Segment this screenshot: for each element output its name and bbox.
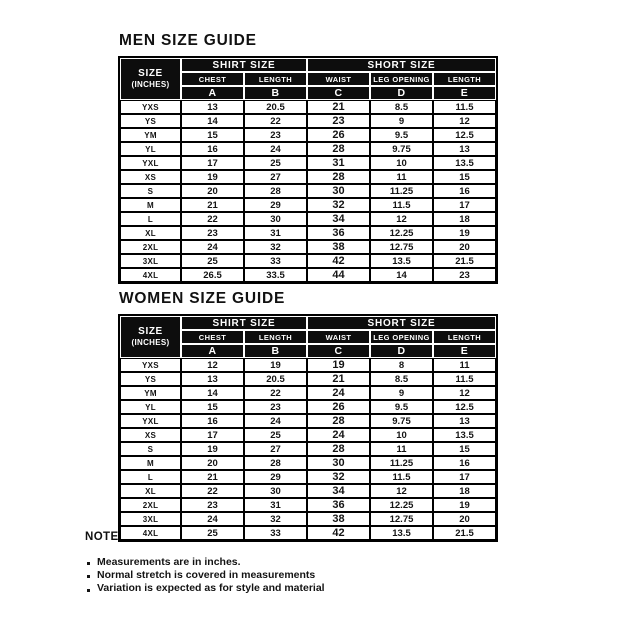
size-cell: YXS [120, 100, 181, 114]
table-row [120, 414, 496, 428]
value-cell: 12 [181, 358, 244, 372]
value-cell: 10 [370, 428, 433, 442]
measure-header: CHEST [181, 330, 244, 344]
value-cell: 24 [244, 142, 307, 156]
value-cell: 22 [244, 386, 307, 400]
value-cell: 19 [181, 170, 244, 184]
value-cell: 19 [433, 226, 496, 240]
table-row [120, 240, 496, 254]
table-header [120, 58, 496, 100]
value-cell: 8 [370, 358, 433, 372]
value-cell: 22 [181, 484, 244, 498]
value-cell: 20.5 [244, 100, 307, 114]
value-cell: 13.5 [370, 526, 433, 540]
value-cell: 20 [433, 240, 496, 254]
value-cell: 28 [307, 414, 370, 428]
value-cell: 13.5 [370, 254, 433, 268]
value-cell: 22 [181, 212, 244, 226]
note-list [85, 556, 505, 596]
value-cell: 22 [244, 114, 307, 128]
value-cell: 33 [244, 254, 307, 268]
table-row [120, 470, 496, 484]
table-row [120, 212, 496, 226]
size-cell: XS [120, 428, 181, 442]
value-cell: 28 [307, 170, 370, 184]
value-cell: 23 [244, 400, 307, 414]
value-cell: 17 [181, 428, 244, 442]
size-cell: M [120, 456, 181, 470]
value-cell: 30 [244, 212, 307, 226]
value-cell: 8.5 [370, 100, 433, 114]
table-row [120, 512, 496, 526]
measure-header: LEG OPENING [370, 72, 433, 86]
value-cell: 23 [181, 498, 244, 512]
letter-header: D [370, 344, 433, 358]
table-row [120, 100, 496, 114]
value-cell: 19 [181, 442, 244, 456]
measure-header: LENGTH [433, 72, 496, 86]
table-body [120, 358, 496, 540]
men-size-table [118, 56, 498, 284]
value-cell: 15 [181, 400, 244, 414]
value-cell: 12 [370, 212, 433, 226]
group-header: SHORT SIZE [307, 316, 496, 330]
value-cell: 31 [244, 226, 307, 240]
size-label: SIZE [138, 326, 163, 337]
value-cell: 25 [244, 428, 307, 442]
size-cell: YXS [120, 358, 181, 372]
table-row [120, 170, 496, 184]
value-cell: 33 [244, 526, 307, 540]
size-inches-header [120, 316, 181, 358]
table-row [120, 428, 496, 442]
value-cell: 12 [433, 114, 496, 128]
value-cell: 28 [244, 456, 307, 470]
size-cell: YL [120, 400, 181, 414]
value-cell: 11.25 [370, 456, 433, 470]
table-row [120, 484, 496, 498]
table-row [120, 184, 496, 198]
size-cell: YS [120, 114, 181, 128]
size-cell: XL [120, 484, 181, 498]
measure-header: LENGTH [244, 72, 307, 86]
value-cell: 29 [244, 198, 307, 212]
value-cell: 14 [181, 114, 244, 128]
value-cell: 33.5 [244, 268, 307, 282]
value-cell: 17 [433, 470, 496, 484]
value-cell: 19 [433, 498, 496, 512]
value-cell: 30 [307, 184, 370, 198]
letter-header: D [370, 86, 433, 100]
value-cell: 31 [244, 498, 307, 512]
men-size-guide-section [118, 31, 498, 284]
note-item-text: Variation is expected as for style and material [97, 582, 325, 595]
value-cell: 28 [244, 184, 307, 198]
value-cell: 11 [433, 358, 496, 372]
value-cell: 23 [181, 226, 244, 240]
value-cell: 34 [307, 212, 370, 226]
value-cell: 9.75 [370, 414, 433, 428]
table-row [120, 114, 496, 128]
value-cell: 13.5 [433, 428, 496, 442]
group-header: SHORT SIZE [307, 58, 496, 72]
value-cell: 12.5 [433, 128, 496, 142]
value-cell: 20 [433, 512, 496, 526]
letter-header: B [244, 344, 307, 358]
measure-header: LENGTH [433, 330, 496, 344]
table-row [120, 254, 496, 268]
table-row [120, 498, 496, 512]
value-cell: 16 [181, 414, 244, 428]
size-cell: YS [120, 372, 181, 386]
value-cell: 11.5 [433, 372, 496, 386]
table-row [120, 226, 496, 240]
measure-header: WAIST [307, 330, 370, 344]
size-cell: XS [120, 170, 181, 184]
value-cell: 27 [244, 170, 307, 184]
note-item [85, 556, 505, 569]
value-cell: 32 [244, 512, 307, 526]
table-row [120, 156, 496, 170]
letter-header: A [181, 86, 244, 100]
inches-label: (INCHES) [131, 80, 170, 89]
bullet-icon [87, 575, 90, 578]
value-cell: 21 [307, 372, 370, 386]
size-cell: L [120, 212, 181, 226]
value-cell: 8.5 [370, 372, 433, 386]
value-cell: 36 [307, 498, 370, 512]
size-cell: 3XL [120, 254, 181, 268]
value-cell: 12.25 [370, 226, 433, 240]
value-cell: 23 [307, 114, 370, 128]
note-item-text: Measurements are in inches. [97, 556, 241, 568]
inches-label: (INCHES) [131, 338, 170, 347]
measure-header: LEG OPENING [370, 330, 433, 344]
table-row [120, 386, 496, 400]
table-row [120, 358, 496, 372]
value-cell: 32 [244, 240, 307, 254]
value-cell: 42 [307, 526, 370, 540]
size-cell: 3XL [120, 512, 181, 526]
value-cell: 9.5 [370, 400, 433, 414]
value-cell: 13 [433, 142, 496, 156]
value-cell: 32 [307, 470, 370, 484]
value-cell: 17 [433, 198, 496, 212]
value-cell: 30 [307, 456, 370, 470]
size-cell: 2XL [120, 240, 181, 254]
bullet-icon [87, 589, 90, 592]
size-cell: YL [120, 142, 181, 156]
size-cell: M [120, 198, 181, 212]
table-row [120, 442, 496, 456]
value-cell: 26 [307, 400, 370, 414]
size-cell: YXL [120, 414, 181, 428]
value-cell: 26.5 [181, 268, 244, 282]
value-cell: 24 [181, 512, 244, 526]
letter-header: B [244, 86, 307, 100]
size-label: SIZE [138, 68, 163, 79]
table-row [120, 198, 496, 212]
size-cell: 4XL [120, 268, 181, 282]
table-body [120, 100, 496, 282]
value-cell: 24 [181, 240, 244, 254]
value-cell: 9 [370, 386, 433, 400]
value-cell: 24 [307, 428, 370, 442]
value-cell: 28 [307, 442, 370, 456]
value-cell: 25 [181, 526, 244, 540]
size-cell: YXL [120, 156, 181, 170]
value-cell: 32 [307, 198, 370, 212]
measure-header: WAIST [307, 72, 370, 86]
value-cell: 13 [433, 414, 496, 428]
value-cell: 36 [307, 226, 370, 240]
table-row [120, 456, 496, 470]
value-cell: 18 [433, 484, 496, 498]
value-cell: 13 [181, 372, 244, 386]
value-cell: 14 [370, 268, 433, 282]
value-cell: 34 [307, 484, 370, 498]
value-cell: 38 [307, 240, 370, 254]
value-cell: 13 [181, 100, 244, 114]
group-header: SHIRT SIZE [181, 58, 307, 72]
value-cell: 13.5 [433, 156, 496, 170]
size-cell: S [120, 442, 181, 456]
value-cell: 11.5 [370, 198, 433, 212]
note-section [85, 531, 505, 596]
value-cell: 25 [181, 254, 244, 268]
table-header [120, 316, 496, 358]
value-cell: 11.25 [370, 184, 433, 198]
letter-header: A [181, 344, 244, 358]
value-cell: 24 [307, 386, 370, 400]
value-cell: 20 [181, 456, 244, 470]
size-cell: L [120, 470, 181, 484]
group-header: SHIRT SIZE [181, 316, 307, 330]
value-cell: 10 [370, 156, 433, 170]
women-guide-title: WOMEN SIZE GUIDE [119, 290, 286, 307]
letter-header: C [307, 344, 370, 358]
size-cell: 4XL [120, 526, 181, 540]
value-cell: 12.75 [370, 240, 433, 254]
size-cell: XL [120, 226, 181, 240]
measure-header: LENGTH [244, 330, 307, 344]
value-cell: 26 [307, 128, 370, 142]
value-cell: 44 [307, 268, 370, 282]
value-cell: 23 [244, 128, 307, 142]
value-cell: 15 [433, 442, 496, 456]
value-cell: 23 [433, 268, 496, 282]
value-cell: 11 [370, 170, 433, 184]
value-cell: 18 [433, 212, 496, 226]
note-item [85, 569, 505, 582]
men-guide-title: MEN SIZE GUIDE [119, 32, 257, 49]
value-cell: 12.25 [370, 498, 433, 512]
value-cell: 12.5 [433, 400, 496, 414]
table-row [120, 268, 496, 282]
size-cell: YM [120, 128, 181, 142]
table-row [120, 128, 496, 142]
value-cell: 12.75 [370, 512, 433, 526]
value-cell: 16 [433, 184, 496, 198]
table-row [120, 142, 496, 156]
value-cell: 29 [244, 470, 307, 484]
value-cell: 12 [370, 484, 433, 498]
value-cell: 30 [244, 484, 307, 498]
letter-header: E [433, 344, 496, 358]
value-cell: 16 [181, 142, 244, 156]
value-cell: 19 [244, 358, 307, 372]
value-cell: 21 [307, 100, 370, 114]
women-size-guide-section [118, 289, 498, 542]
value-cell: 21.5 [433, 254, 496, 268]
size-cell: YM [120, 386, 181, 400]
value-cell: 11.5 [370, 470, 433, 484]
women-size-table [118, 314, 498, 542]
header-row-groups [120, 316, 496, 330]
note-title: NOTE [85, 531, 119, 543]
value-cell: 16 [433, 456, 496, 470]
value-cell: 12 [433, 386, 496, 400]
value-cell: 15 [433, 170, 496, 184]
value-cell: 19 [307, 358, 370, 372]
table-row [120, 372, 496, 386]
value-cell: 11 [370, 442, 433, 456]
value-cell: 21 [181, 198, 244, 212]
value-cell: 21.5 [433, 526, 496, 540]
letter-header: C [307, 86, 370, 100]
value-cell: 28 [307, 142, 370, 156]
letter-header: E [433, 86, 496, 100]
value-cell: 20.5 [244, 372, 307, 386]
value-cell: 14 [181, 386, 244, 400]
note-item [85, 582, 505, 595]
value-cell: 38 [307, 512, 370, 526]
header-row-groups [120, 58, 496, 72]
size-inches-header [120, 58, 181, 100]
value-cell: 20 [181, 184, 244, 198]
size-cell: 2XL [120, 498, 181, 512]
value-cell: 11.5 [433, 100, 496, 114]
value-cell: 27 [244, 442, 307, 456]
value-cell: 15 [181, 128, 244, 142]
value-cell: 25 [244, 156, 307, 170]
table-row [120, 400, 496, 414]
value-cell: 31 [307, 156, 370, 170]
size-cell: S [120, 184, 181, 198]
measure-header: CHEST [181, 72, 244, 86]
value-cell: 9.75 [370, 142, 433, 156]
value-cell: 42 [307, 254, 370, 268]
bullet-icon [87, 562, 90, 565]
value-cell: 24 [244, 414, 307, 428]
note-item-text: Normal stretch is covered in measurements [97, 569, 316, 582]
value-cell: 9 [370, 114, 433, 128]
value-cell: 21 [181, 470, 244, 484]
value-cell: 17 [181, 156, 244, 170]
value-cell: 9.5 [370, 128, 433, 142]
